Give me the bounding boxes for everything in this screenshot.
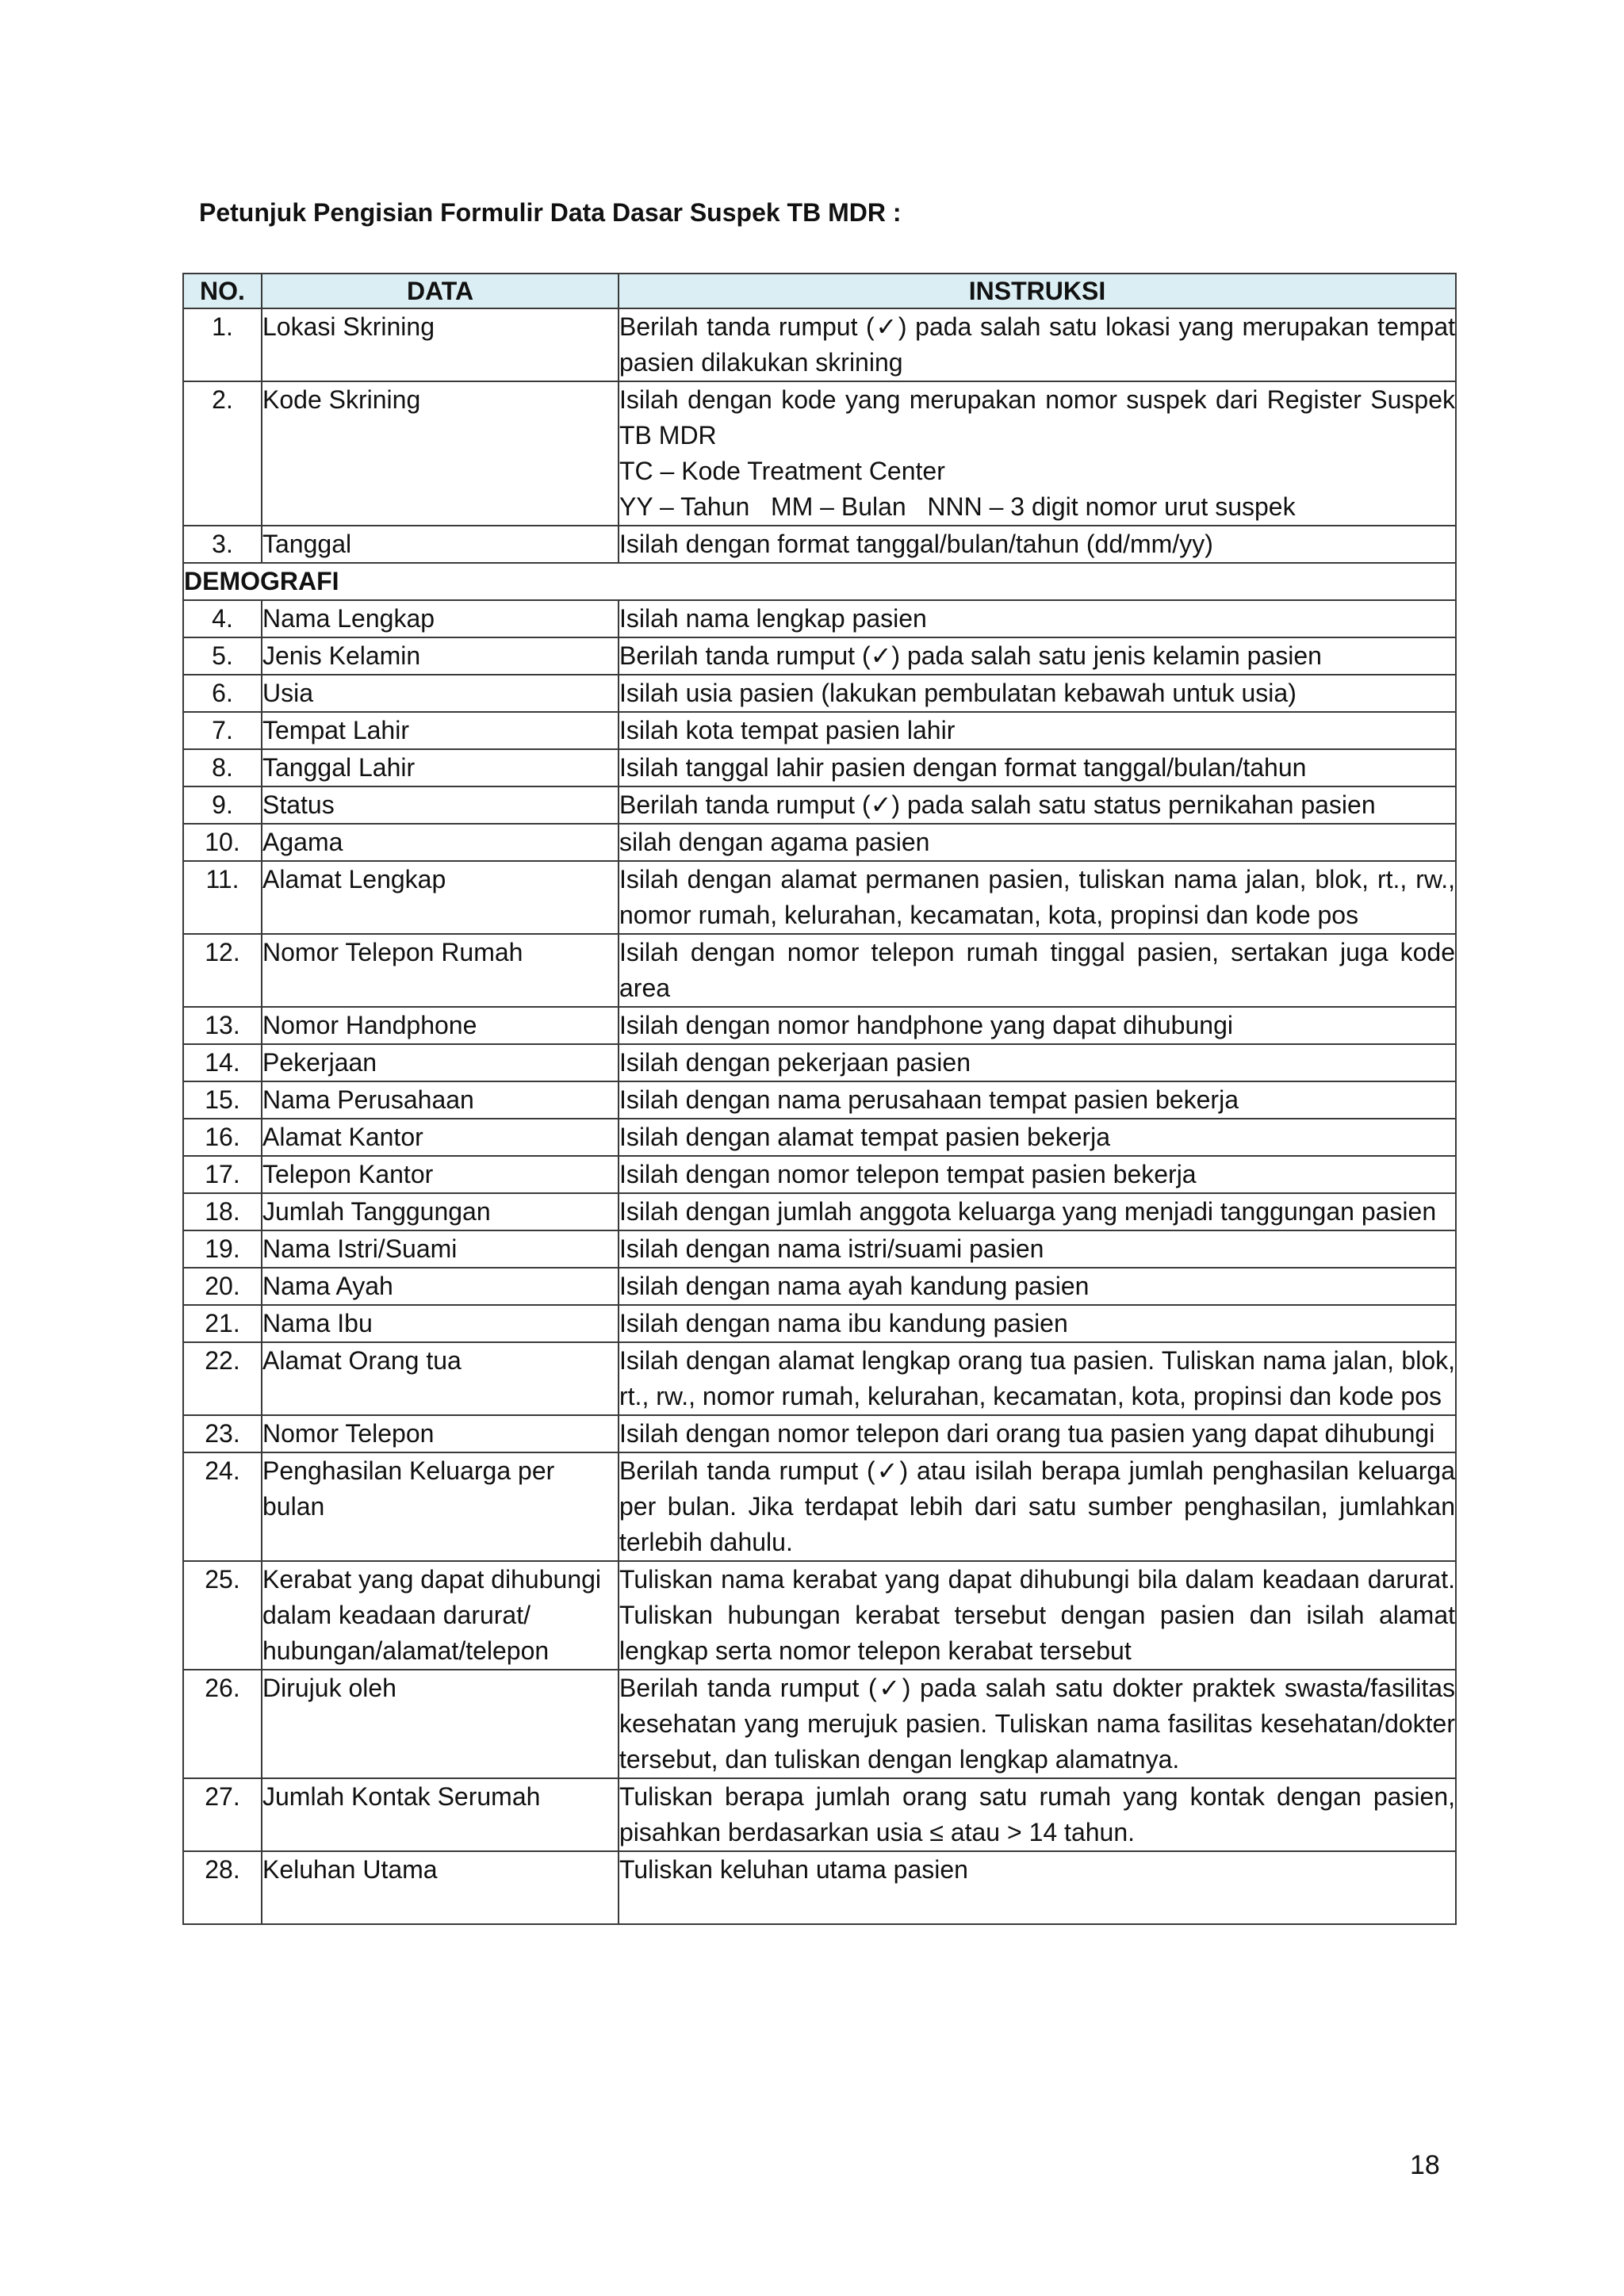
instruction-table <box>182 273 1457 1925</box>
header-instruction: INSTRUKSI <box>619 274 1456 308</box>
row-instruction: Isilah dengan nomor telepon tempat pasien bekerja <box>619 1156 1456 1193</box>
table-row <box>183 526 1456 563</box>
table-row <box>183 824 1456 861</box>
row-data-field: Nomor Telepon Rumah <box>262 934 619 1007</box>
row-data-field: Jenis Kelamin <box>262 637 619 675</box>
row-instruction: Isilah kota tempat pasien lahir <box>619 712 1456 749</box>
row-number: 7. <box>183 712 262 749</box>
table-row <box>183 1851 1456 1924</box>
row-data-field: Alamat Orang tua <box>262 1342 619 1415</box>
row-number: 6. <box>183 675 262 712</box>
row-data-field: Usia <box>262 675 619 712</box>
table-row <box>183 308 1456 381</box>
table-row <box>183 637 1456 675</box>
row-data-field: Nomor Telepon <box>262 1415 619 1452</box>
row-data-field: Alamat Kantor <box>262 1119 619 1156</box>
row-data-field: Nama Perusahaan <box>262 1081 619 1119</box>
header-no: NO. <box>183 274 262 308</box>
row-number: 25. <box>183 1561 262 1670</box>
row-number: 9. <box>183 786 262 824</box>
row-instruction: Isilah dengan nomor telepon rumah tinggal pasien, sertakan juga kode area <box>619 934 1456 1007</box>
row-instruction: Berilah tanda rumput (✓) pada salah satu lokasi yang merupakan tempat pasien dilakukan skrining <box>619 308 1456 381</box>
row-number: 8. <box>183 749 262 786</box>
row-instruction: Isilah dengan nomor telepon dari orang tua pasien yang dapat dihubungi <box>619 1415 1456 1452</box>
row-instruction: Isilah dengan nama perusahaan tempat pasien bekerja <box>619 1081 1456 1119</box>
header-data: DATA <box>262 274 619 308</box>
row-data-field: Nama Istri/Suami <box>262 1230 619 1268</box>
row-data-field: Alamat Lengkap <box>262 861 619 934</box>
row-number: 12. <box>183 934 262 1007</box>
row-instruction: Isilah usia pasien (lakukan pembulatan kebawah untuk usia) <box>619 675 1456 712</box>
section-row <box>183 563 1456 600</box>
row-instruction: Tuliskan nama kerabat yang dapat dihubungi bila dalam keadaan darurat. Tuliskan hubungan kerabat tersebut dengan pasien dan isilah alamat lengkap serta nomor telepon kerabat tersebut <box>619 1561 1456 1670</box>
row-number: 23. <box>183 1415 262 1452</box>
table-row <box>183 1230 1456 1268</box>
table-header-row <box>183 274 1456 308</box>
row-number: 11. <box>183 861 262 934</box>
row-instruction: Isilah dengan nama ibu kandung pasien <box>619 1305 1456 1342</box>
row-data-field: Agama <box>262 824 619 861</box>
page-number: 18 <box>1410 2150 1440 2180</box>
table-row <box>183 1268 1456 1305</box>
row-number: 16. <box>183 1119 262 1156</box>
row-number: 21. <box>183 1305 262 1342</box>
row-number: 24. <box>183 1452 262 1561</box>
row-data-field: Penghasilan Keluarga per bulan <box>262 1452 619 1561</box>
row-data-field: Nama Lengkap <box>262 600 619 637</box>
row-instruction: Berilah tanda rumput (✓) pada salah satu dokter praktek swasta/fasilitas kesehatan yang merujuk pasien. Tuliskan nama fasilitas kesehatan/dokter tersebut, dan tuliskan dengan lengkap alamatnya. <box>619 1670 1456 1778</box>
row-number: 5. <box>183 637 262 675</box>
row-instruction: silah dengan agama pasien <box>619 824 1456 861</box>
row-number: 20. <box>183 1268 262 1305</box>
row-instruction: Isilah dengan alamat lengkap orang tua pasien. Tuliskan nama jalan, blok, rt., rw., nomor rumah, kelurahan, kecamatan, kota, propinsi dan kode pos <box>619 1342 1456 1415</box>
row-instruction <box>619 381 1456 526</box>
table-row <box>183 1342 1456 1415</box>
row-data-field: Nama Ayah <box>262 1268 619 1305</box>
row-data-field: Kerabat yang dapat dihubungi dalam keadaan darurat/ hubungan/alamat/telepon <box>262 1561 619 1670</box>
row-number: 26. <box>183 1670 262 1778</box>
table-row <box>183 1561 1456 1670</box>
row-instruction: Isilah dengan format tanggal/bulan/tahun (dd/mm/yy) <box>619 526 1456 563</box>
row-instruction: Isilah dengan alamat permanen pasien, tuliskan nama jalan, blok, rt., rw., nomor rumah, kelurahan, kecamatan, kota, propinsi dan kode pos <box>619 861 1456 934</box>
row-number: 10. <box>183 824 262 861</box>
table-row <box>183 749 1456 786</box>
row-number: 13. <box>183 1007 262 1044</box>
row-instruction: Isilah dengan nomor handphone yang dapat dihubungi <box>619 1007 1456 1044</box>
table-row <box>183 861 1456 934</box>
row-number: 27. <box>183 1778 262 1851</box>
row-instruction-line: YY – Tahun MM – Bulan NNN – 3 digit nomor urut suspek <box>619 492 1296 521</box>
table-row <box>183 934 1456 1007</box>
row-data-field: Kode Skrining <box>262 381 619 526</box>
row-data-field: Tanggal <box>262 526 619 563</box>
table-row <box>183 1044 1456 1081</box>
row-data-field: Keluhan Utama <box>262 1851 619 1924</box>
row-number: 17. <box>183 1156 262 1193</box>
row-number: 19. <box>183 1230 262 1268</box>
table-row <box>183 1156 1456 1193</box>
row-number: 4. <box>183 600 262 637</box>
row-number: 1. <box>183 308 262 381</box>
row-number: 18. <box>183 1193 262 1230</box>
table-row <box>183 1193 1456 1230</box>
row-data-field: Nomor Handphone <box>262 1007 619 1044</box>
row-instruction: Isilah tanggal lahir pasien dengan format tanggal/bulan/tahun <box>619 749 1456 786</box>
row-number: 15. <box>183 1081 262 1119</box>
table-row <box>183 675 1456 712</box>
row-number: 3. <box>183 526 262 563</box>
table-row <box>183 1452 1456 1561</box>
row-instruction: Berilah tanda rumput (✓) pada salah satu status pernikahan pasien <box>619 786 1456 824</box>
table-row <box>183 1778 1456 1851</box>
row-data-field: Jumlah Kontak Serumah <box>262 1778 619 1851</box>
row-instruction: Isilah dengan pekerjaan pasien <box>619 1044 1456 1081</box>
row-data-field: Telepon Kantor <box>262 1156 619 1193</box>
table-row <box>183 786 1456 824</box>
table-row <box>183 381 1456 526</box>
table-row <box>183 1119 1456 1156</box>
row-instruction: Berilah tanda rumput (✓) atau isilah berapa jumlah penghasilan keluarga per bulan. Jika terdapat lebih dari satu sumber penghasilan, jumlahkan terlebih dahulu. <box>619 1452 1456 1561</box>
row-number: 2. <box>183 381 262 526</box>
table-row <box>183 600 1456 637</box>
table-row <box>183 1670 1456 1778</box>
row-instruction: Isilah dengan nama ayah kandung pasien <box>619 1268 1456 1305</box>
row-data-field: Status <box>262 786 619 824</box>
row-instruction: Isilah dengan nama istri/suami pasien <box>619 1230 1456 1268</box>
table-row <box>183 1415 1456 1452</box>
row-number: 14. <box>183 1044 262 1081</box>
row-instruction: Berilah tanda rumput (✓) pada salah satu jenis kelamin pasien <box>619 637 1456 675</box>
row-instruction: Tuliskan keluhan utama pasien <box>619 1851 1456 1924</box>
row-number: 28. <box>183 1851 262 1924</box>
row-data-field: Jumlah Tanggungan <box>262 1193 619 1230</box>
row-instruction: Tuliskan berapa jumlah orang satu rumah yang kontak dengan pasien, pisahkan berdasarkan usia ≤ atau > 14 tahun. <box>619 1778 1456 1851</box>
row-number: 22. <box>183 1342 262 1415</box>
row-data-field: Nama Ibu <box>262 1305 619 1342</box>
table-row <box>183 1007 1456 1044</box>
page-title: Petunjuk Pengisian Formulir Data Dasar Suspek TB MDR : <box>199 198 902 227</box>
row-instruction: Isilah dengan alamat tempat pasien bekerja <box>619 1119 1456 1156</box>
row-instruction-line: Isilah dengan kode yang merupakan nomor suspek dari Register Suspek TB MDR <box>619 385 1455 450</box>
row-data-field: Pekerjaan <box>262 1044 619 1081</box>
row-instruction: Isilah dengan jumlah anggota keluarga yang menjadi tanggungan pasien <box>619 1193 1456 1230</box>
section-label: DEMOGRAFI <box>183 563 1456 600</box>
table-row <box>183 1305 1456 1342</box>
row-data-field: Tempat Lahir <box>262 712 619 749</box>
table-row <box>183 712 1456 749</box>
table-row <box>183 1081 1456 1119</box>
row-data-field: Tanggal Lahir <box>262 749 619 786</box>
table-body <box>183 600 1456 1924</box>
row-instruction: Isilah nama lengkap pasien <box>619 600 1456 637</box>
row-data-field: Lokasi Skrining <box>262 308 619 381</box>
row-instruction-line: TC – Kode Treatment Center <box>619 457 945 485</box>
row-data-field: Dirujuk oleh <box>262 1670 619 1778</box>
